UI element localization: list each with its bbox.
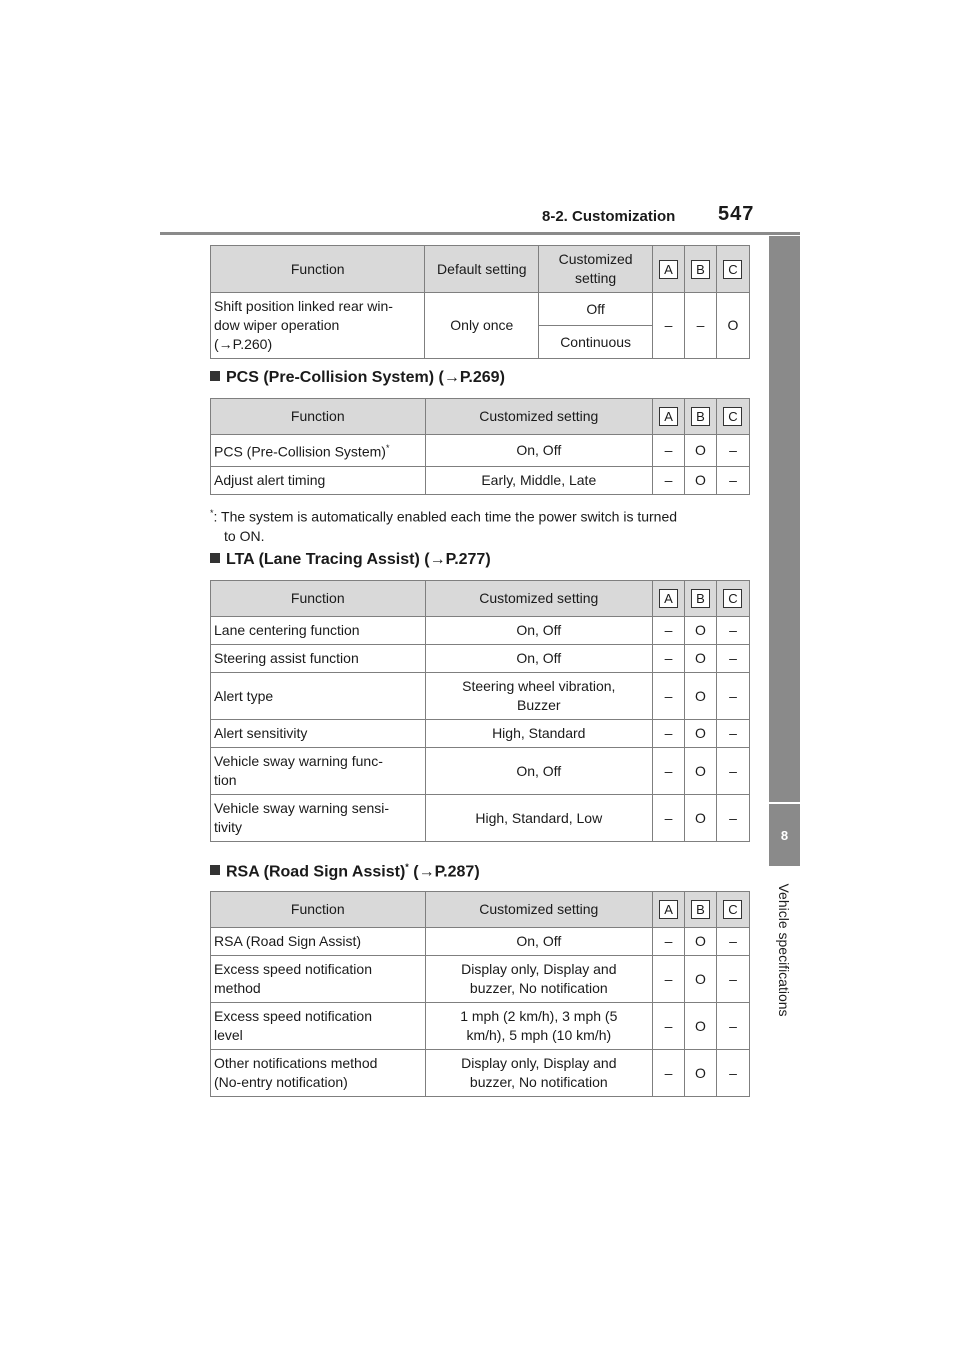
col-a-box: A [659, 260, 678, 279]
cell-b: O [685, 1003, 717, 1050]
cell-b: O [685, 928, 717, 956]
table-rsa [210, 891, 750, 1097]
col-b-box: B [691, 900, 710, 919]
cell-function [211, 795, 426, 842]
cell-c: – [716, 645, 749, 673]
heading-text: (→P.287) [408, 863, 480, 881]
chapter-tab [769, 804, 800, 866]
header-rule [160, 232, 800, 235]
heading-lta [210, 551, 491, 569]
func-line: method [214, 980, 261, 996]
table-row [211, 1003, 750, 1050]
col-customized: Customized setting [425, 892, 653, 928]
col-b-box: B [691, 260, 710, 279]
cell-a: – [653, 928, 685, 956]
table-row [211, 1050, 750, 1097]
footnote-mark: * [210, 508, 214, 518]
footnote-mark: * [405, 862, 409, 872]
func-line: Shift position linked rear win- [214, 298, 393, 314]
heading-text: PCS (Pre-Collision System) (→P.269) [226, 369, 505, 386]
cell-function [211, 293, 425, 359]
cell-b: O [685, 673, 717, 720]
col-b-box: B [691, 589, 710, 608]
col-c [716, 246, 749, 293]
col-b [685, 246, 717, 293]
cell-c: – [716, 720, 749, 748]
cell-a: – [653, 956, 685, 1003]
cell-a: – [653, 617, 685, 645]
col-customized: Customized setting [425, 399, 653, 435]
cell-b: O [685, 720, 717, 748]
col-function: Function [211, 892, 426, 928]
cell-setting: On, Off [425, 435, 653, 467]
cell-c: – [716, 1050, 749, 1097]
table-row [211, 748, 750, 795]
cell-b: O [685, 1050, 717, 1097]
func-line: tion [214, 772, 237, 788]
table-rear-wiper [210, 245, 750, 359]
side-rule [769, 236, 800, 802]
setting-line: buzzer, No notification [469, 980, 608, 996]
col-a [653, 581, 685, 617]
col-b [685, 892, 717, 928]
cell-setting: On, Off [425, 928, 653, 956]
cell-setting: On, Off [425, 645, 653, 673]
heading-pcs [210, 369, 505, 387]
col-a-box: A [659, 900, 678, 919]
chapter-label: Vehicle specifications [776, 883, 792, 1017]
cell-setting: On, Off [425, 617, 653, 645]
cell-b: O [685, 466, 717, 494]
cell-a: – [653, 293, 685, 359]
col-function: Function [211, 399, 426, 435]
table-row [211, 795, 750, 842]
col-c-box: C [723, 260, 742, 279]
col-b [685, 399, 717, 435]
cell-setting [425, 1003, 653, 1050]
setting-line: km/h), 5 mph (10 km/h) [466, 1027, 612, 1043]
col-a-box: A [659, 407, 678, 426]
cell-c: – [716, 673, 749, 720]
col-customized: Customized setting [425, 581, 653, 617]
col-c-box: C [723, 900, 742, 919]
cell-a: – [653, 748, 685, 795]
cell-c: – [716, 956, 749, 1003]
cell-a: – [653, 645, 685, 673]
table-pcs [210, 398, 750, 495]
col-default: Default setting [425, 246, 539, 293]
func-text: PCS (Pre-Collision System) [214, 443, 386, 460]
footnote-line: : The system is automatically enabled each time the power switch is turned [213, 508, 678, 525]
table-header-row [211, 892, 750, 928]
cell-b: O [685, 435, 717, 467]
cell-setting [425, 1050, 653, 1097]
func-line: level [214, 1027, 243, 1043]
func-line: Vehicle sway warning func- [214, 753, 383, 769]
cell-setting [425, 673, 653, 720]
col-c [716, 399, 749, 435]
cell-c: O [716, 293, 749, 359]
col-c-box: C [723, 589, 742, 608]
col-function: Function [211, 581, 426, 617]
table-lta [210, 580, 750, 842]
cell-a: – [653, 795, 685, 842]
cell-function [211, 1003, 426, 1050]
table-header-row [211, 246, 750, 293]
cell-a: – [653, 720, 685, 748]
col-function: Function [211, 246, 425, 293]
table-row [211, 617, 750, 645]
cell-a: – [653, 435, 685, 467]
col-c-box: C [723, 407, 742, 426]
cell-b: O [685, 956, 717, 1003]
setting-line: 1 mph (2 km/h), 3 mph (5 [460, 1008, 618, 1024]
table-row [211, 435, 750, 467]
setting-line: Steering wheel vibration, [462, 678, 616, 694]
table-row [211, 956, 750, 1003]
cell-setting [425, 956, 653, 1003]
table-row [211, 720, 750, 748]
cell-c: – [716, 617, 749, 645]
cell-a: – [653, 673, 685, 720]
footnote-mark: * [385, 443, 390, 453]
cell-c: – [716, 435, 749, 467]
cell-setting: On, Off [425, 748, 653, 795]
col-a-box: A [659, 589, 678, 608]
cell-function: Alert type [211, 673, 426, 720]
cell-setting: High, Standard [425, 720, 653, 748]
func-line: Other notifications method [214, 1055, 378, 1071]
cell-option: Continuous [539, 326, 653, 359]
func-line: (→P.260) [214, 336, 273, 352]
func-line: Excess speed notification [214, 1008, 372, 1024]
table-header-row [211, 581, 750, 617]
cell-default: Only once [425, 293, 539, 359]
col-customized: Customized setting [539, 246, 653, 293]
setting-line: Buzzer [516, 697, 561, 713]
table-row [211, 293, 750, 326]
cell-function: Steering assist function [211, 645, 426, 673]
cell-function: Adjust alert timing [211, 466, 426, 494]
cell-function: Lane centering function [211, 617, 426, 645]
section-title: 8-2. Customization [542, 208, 676, 225]
col-b [685, 581, 717, 617]
setting-line: buzzer, No notification [469, 1074, 608, 1090]
cell-function: RSA (Road Sign Assist) [211, 928, 426, 956]
cell-setting: Early, Middle, Late [425, 466, 653, 494]
heading-text: LTA (Lane Tracing Assist) (→P.277) [226, 551, 491, 568]
cell-function [211, 956, 426, 1003]
cell-c: – [716, 928, 749, 956]
cell-a: – [653, 466, 685, 494]
col-a [653, 246, 685, 293]
table-row [211, 466, 750, 494]
func-line: dow wiper operation [214, 317, 340, 333]
cell-setting: High, Standard, Low [425, 795, 653, 842]
cell-c: – [716, 466, 749, 494]
table-row [211, 673, 750, 720]
cell-a: – [653, 1003, 685, 1050]
col-a [653, 892, 685, 928]
chapter-number: 8 [780, 827, 789, 843]
heading-text: RSA (Road Sign Assist) [226, 863, 406, 881]
cell-b: O [685, 748, 717, 795]
bullet-square-icon [210, 371, 220, 381]
func-line: Vehicle sway warning sensi- [214, 800, 390, 816]
table-row [211, 928, 750, 956]
col-c [716, 581, 749, 617]
cell-b: O [685, 617, 717, 645]
footnote-line: to ON. [224, 527, 265, 544]
func-line: Excess speed notification [214, 961, 372, 977]
cell-option: Off [539, 293, 653, 326]
cell-function: Alert sensitivity [211, 720, 426, 748]
cell-b: O [685, 645, 717, 673]
setting-line: Display only, Display and [461, 1055, 617, 1071]
footnote [210, 504, 755, 546]
col-a [653, 399, 685, 435]
table-header-row [211, 399, 750, 435]
cell-function [211, 1050, 426, 1097]
bullet-square-icon [210, 553, 220, 563]
cell-b: O [685, 795, 717, 842]
cell-function [211, 435, 426, 467]
cell-c: – [716, 1003, 749, 1050]
cell-function [211, 748, 426, 795]
cell-c: – [716, 748, 749, 795]
heading-rsa [210, 862, 480, 881]
cell-a: – [653, 1050, 685, 1097]
setting-line: Display only, Display and [461, 961, 617, 977]
bullet-square-icon [210, 865, 220, 875]
col-b-box: B [691, 407, 710, 426]
func-line: tivity [214, 819, 242, 835]
cell-c: – [716, 795, 749, 842]
cell-b: – [685, 293, 717, 359]
func-line: (No-entry notification) [214, 1074, 348, 1090]
table-row [211, 645, 750, 673]
page-number: 547 [718, 203, 755, 225]
col-c [716, 892, 749, 928]
